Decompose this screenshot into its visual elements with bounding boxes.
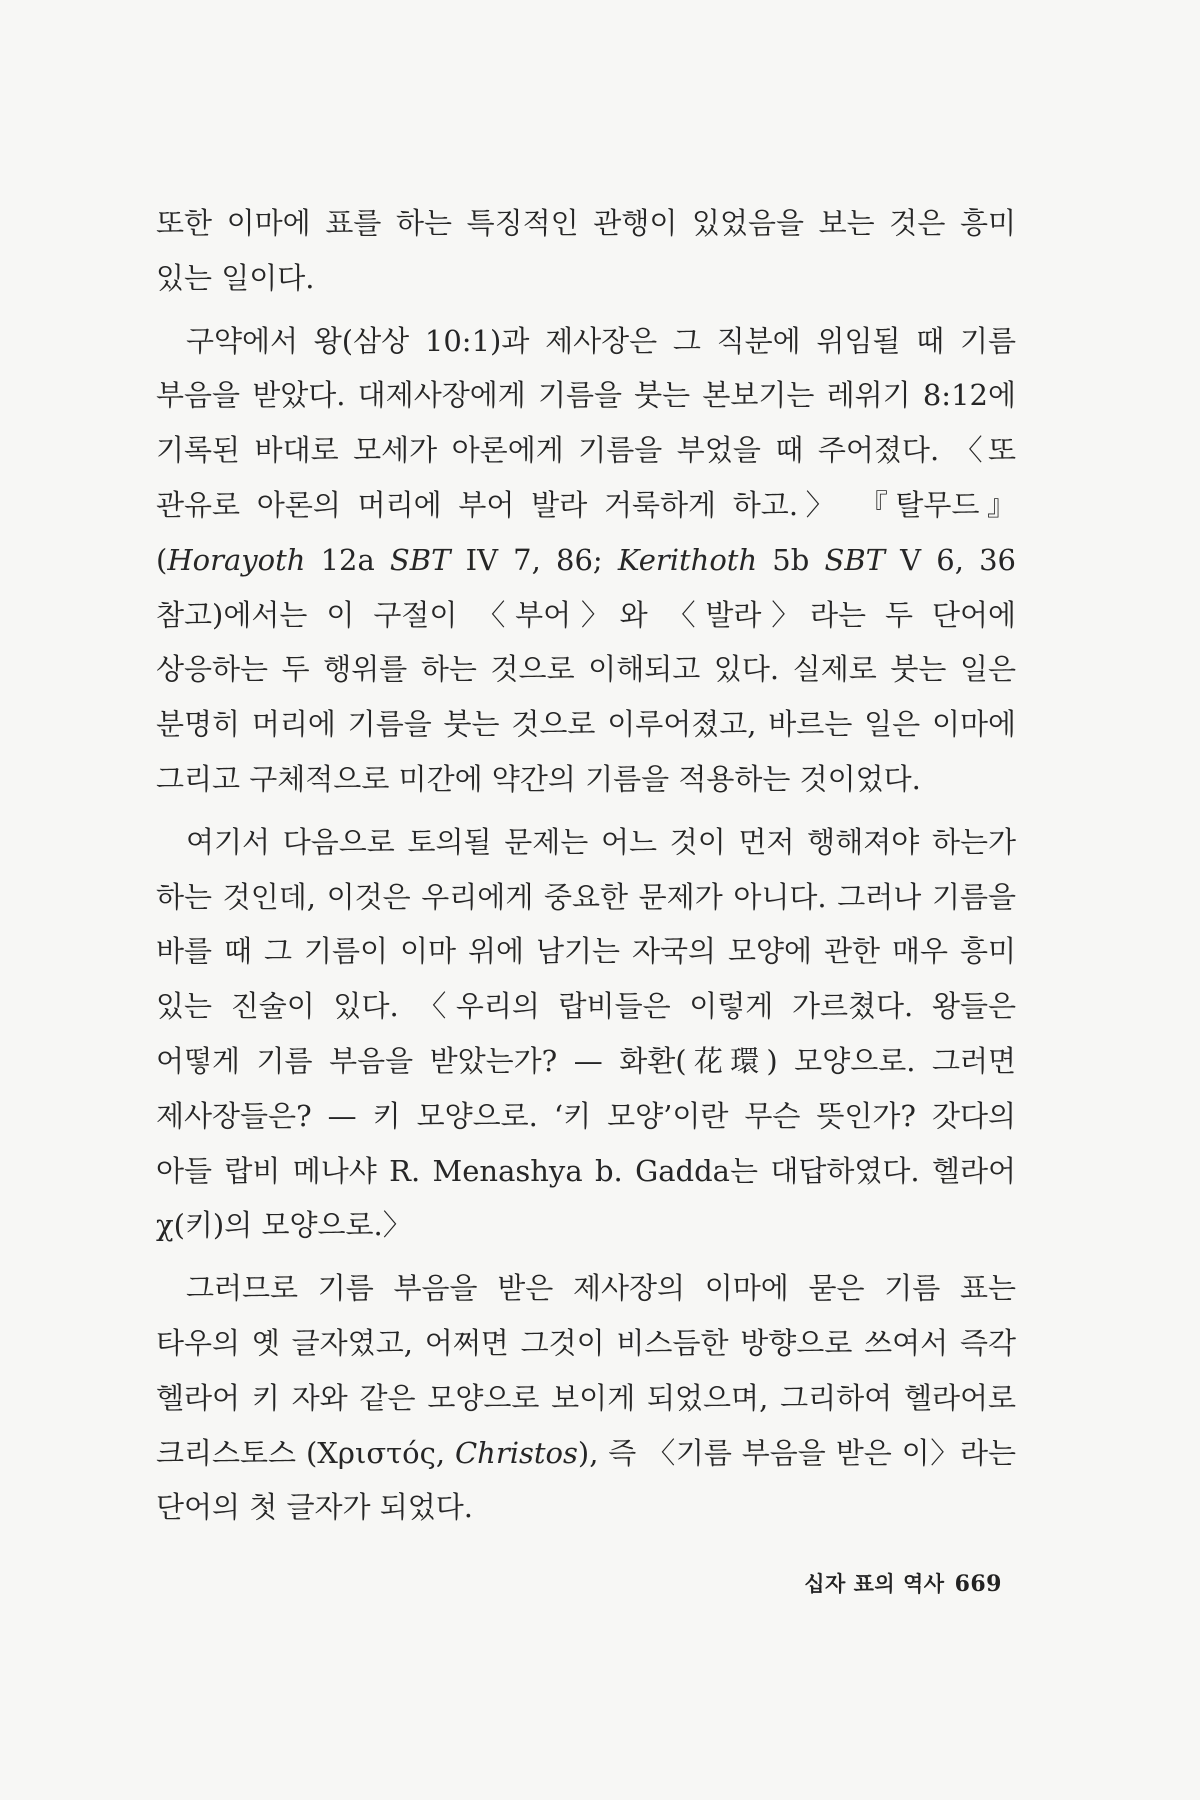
text-segment: V 6, 36 참고)에서는 이 구절이 〈부어〉와 〈발라〉라는 두 단어에 상응하는 두 행위를 하는 것으로 이해되고 있다. 실제로 붓는 일은 분명히 머리에 기름을 붓는 것으로 이루어졌고, 바르는 일은 이마에 그리고 구체적으로 미간에 약간의 기름을 적용하는 것이었다. — [156, 542, 1017, 796]
text-segment: 그러므로 기름 부음을 받은 제사장의 이마에 묻은 기름 표는 타우의 옛 글자였고, 어쩌면 그것이 비스듬한 방향으로 쓰여서 즉각 헬라어 키 자와 같은 모양으로 보이게 되었으며, 그리하여 헬라어로 크리스토스 (Χριστός, — [156, 1271, 1016, 1470]
body-text — [156, 196, 1016, 1543]
text-segment: 구약에서 왕(삼상 10:1)과 제사장은 그 직분에 위임될 때 기름 부음을 받았다. 대제사장에게 기름을 붓는 본보기는 레위기 8:12에 기록된 바대로 모세가 아론에게 기름을 부었을 때 주어졌다. 〈또 관유로 아론의 머리에 부어 발라 거룩하게 하고.〉 『탈무드』( — [156, 323, 1016, 577]
paragraph — [156, 1261, 1016, 1535]
page-number: 669 — [954, 1571, 1002, 1597]
page-footer — [804, 1568, 1002, 1598]
text-segment: 12a — [305, 542, 390, 577]
text-segment: IV 7, 86; — [450, 542, 618, 577]
paragraph — [156, 815, 1016, 1253]
italic-text: Horayoth — [167, 542, 306, 577]
paragraph — [156, 314, 1016, 807]
text-segment: ), 즉 〈기름 부음을 받은 이〉라는 단어의 첫 글자가 되었다. — [156, 1435, 1016, 1525]
italic-text: SBT — [389, 542, 451, 577]
paragraph — [156, 196, 1016, 306]
text-segment: 5b — [757, 542, 825, 577]
text-segment: 여기서 다음으로 토의될 문제는 어느 것이 먼저 행해져야 하는가 하는 것인데, 이것은 우리에게 중요한 문제가 아니다. 그러나 기름을 바를 때 그 기름이 이마 위에 남기는 자국의 모양에 관한 매우 흥미 있는 진술이 있다. 〈우리의 랍비들은 이렇게 가르쳤다. 왕들은 어떻게 기름 부음을 받았는가? — 화환(花環) 모양으로. 그러면 제사장들은? — 키 모양으로. ‘키 모양’이란 무슨 뜻인가? 갓다의 아들 랍비 메나샤 R. Menashya b. Gadda는 대답하였다. 헬라어 χ(키)의 모양으로.〉 — [156, 824, 1016, 1243]
italic-text: SBT — [824, 542, 886, 577]
italic-text: Kerithoth — [617, 542, 758, 577]
italic-text: Christos — [454, 1435, 578, 1470]
text-segment: 또한 이마에 표를 하는 특징적인 관행이 있었음을 보는 것은 흥미 있는 일이다. — [156, 206, 1016, 295]
running-title: 십자 표의 역사 — [804, 1572, 945, 1596]
